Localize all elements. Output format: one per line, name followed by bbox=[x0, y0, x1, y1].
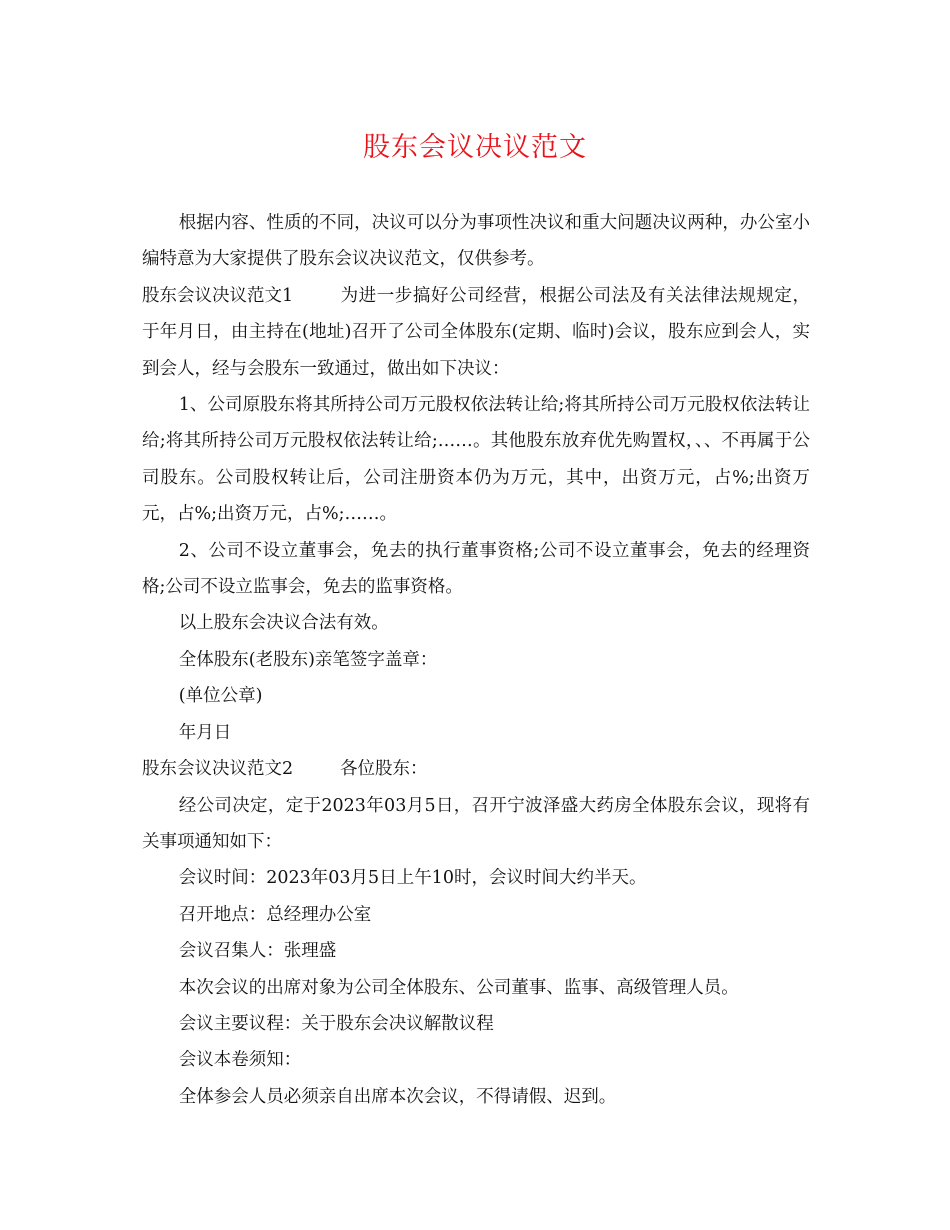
sample1-valid: 以上股东会决议合法有效。 bbox=[178, 613, 389, 634]
sample2-rule1: 全体参会人员必须亲自出席本次会议，不得请假、迟到。 bbox=[178, 1086, 617, 1107]
sample2-attendees: 本次会议的出席对象为公司全体股东、公司董事、监事、高级管理人员。 bbox=[178, 977, 739, 998]
sample2-notice: 经公司决定，定于2023年03月5日，召开宁波泽盛大药房全体股东会议，现将有关事项通知如下： bbox=[142, 795, 810, 852]
sample2-agenda: 会议主要议程：关于股东会决议解散议程 bbox=[178, 1013, 494, 1034]
sample2-heading bbox=[142, 751, 810, 787]
document-body bbox=[142, 205, 810, 1115]
sample1-opening: 为进一步搞好公司经营，根据公司法及有关法律法规规定，于年月日，由主持在(地址)召开了公司全体股东(定期、临时)会议，股东应到会人，实到会人，经与会股东一致通过，做出如下决议： bbox=[142, 285, 810, 379]
sample2-greeting: 各位股东： bbox=[340, 759, 428, 780]
sample2-convener: 会议召集人：张理盛 bbox=[178, 941, 337, 962]
sample2-label: 股东会议决议范文2 bbox=[142, 759, 294, 780]
sample1-item1: 1、公司原股东将其所持公司万元股权依法转让给;将其所持公司万元股权依法转让给;将其所持公司万元股权依法转让给;……。其他股东放弃优先购置权，、、不再属于公司股东。公司股权转让后，公司注册资本仍为万元，其中，出资万元，占%;出资万元，占%;出资万元，占%;……。 bbox=[142, 395, 810, 525]
sample2-place: 召开地点：总经理办公室 bbox=[178, 904, 372, 925]
intro-paragraph: 根据内容、性质的不同，决议可以分为事项性决议和重大问题决议两种，办公室小编特意为大家提供了股东会议决议范文，仅供参考。 bbox=[142, 213, 810, 270]
sample1-date: 年月日 bbox=[178, 722, 232, 743]
sample1-paragraph bbox=[142, 278, 810, 387]
sample1-seal: (单位公章) bbox=[178, 686, 263, 707]
sample2-rules-heading: 会议本卷须知： bbox=[178, 1050, 302, 1071]
sample2-time: 会议时间：2023年03月5日上午10时，会议时间大约半天。 bbox=[178, 868, 647, 889]
sample1-label: 股东会议决议范文1 bbox=[142, 285, 294, 306]
document-title: 股东会议决议范文 bbox=[363, 132, 587, 163]
sample1-item2: 2、公司不设立董事会，免去的执行董事资格;公司不设立董事会，免去的经理资格;公司不设立监事会，免去的监事资格。 bbox=[142, 540, 810, 598]
sample1-signature: 全体股东(老股东)亲笔签字盖章： bbox=[178, 649, 438, 670]
